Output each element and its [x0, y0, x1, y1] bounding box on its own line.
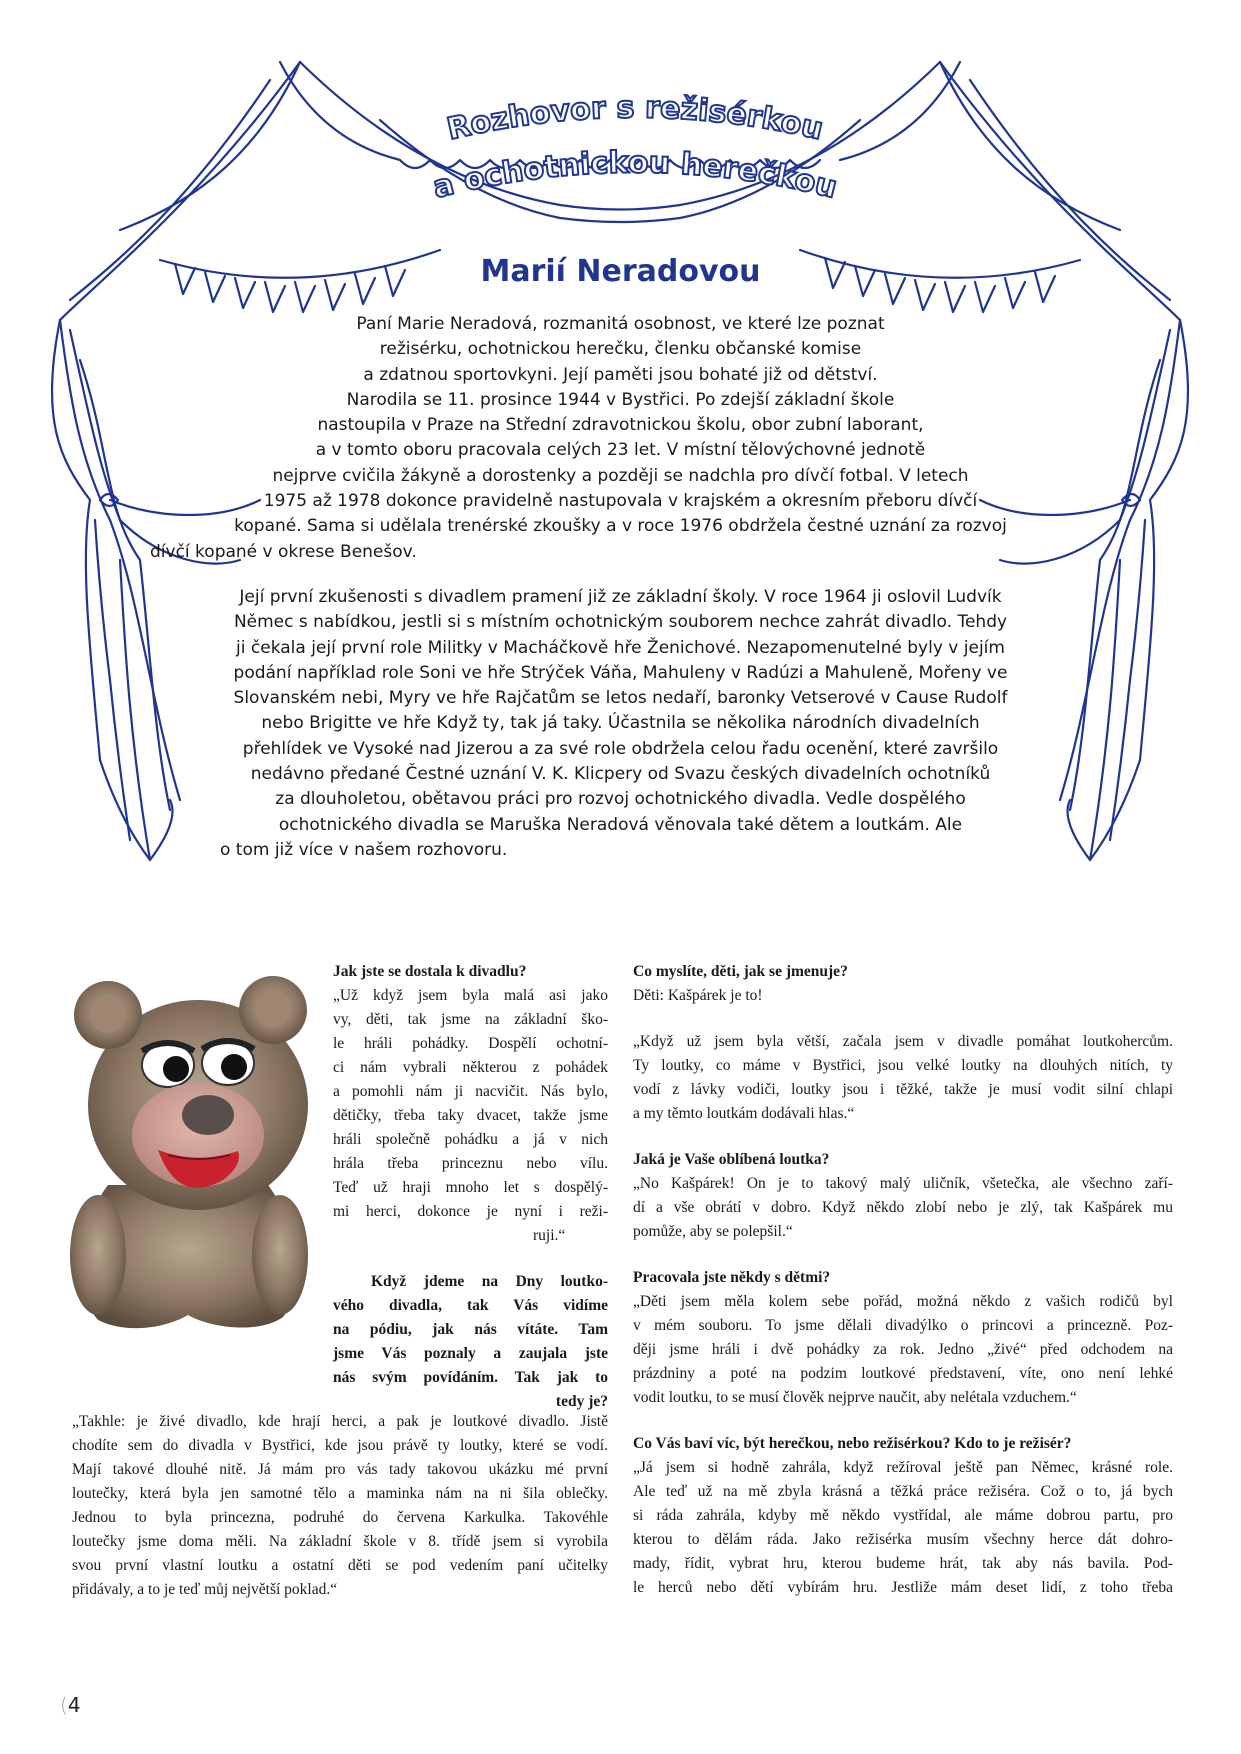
answer-line: přidávaly, a to je teď můj největší poklad.“ [72, 1581, 338, 1598]
page-number [60, 1693, 81, 1717]
intro-line: Paní Marie Neradová, rozmanitá osobnost, ve které lze poznat [356, 314, 885, 334]
intro-line: kopané. Sama si udělala trenérské zkoušky a v roce 1976 obdržela čestné uznání za rozvoj [234, 516, 1007, 537]
svg-text:Rozhovor s režisérkou [444, 90, 826, 147]
intro-line: Její první zkušenosti s divadlem pramení již ze základní školy. V roce 1964 ji oslovil Ludvík [239, 587, 1002, 607]
question: Jaká je Vaše oblíbená loutka? [633, 1151, 830, 1168]
title-line-1: Rozhovor s režisérkou [443, 90, 827, 148]
answer: Děti: Kašpárek je to! [633, 987, 763, 1004]
page-bracket-icon: ( [60, 1693, 68, 1717]
answer-line: vodit loutku, to se musí člověk nejprve naučit, aby nelétala vzduchem.“ [633, 1389, 1077, 1406]
answer-line: pomůže, aby se polepšil.“ [633, 1223, 793, 1240]
question: Pracovala jste někdy s dětmi? [633, 1269, 831, 1286]
answer-line: ci nám vybrali některou z pohádek [333, 1059, 608, 1076]
intro-line: 1975 až 1978 dokonce pravidelně nastupovala v krajském a okresním přeboru dívčí [263, 491, 978, 512]
intro-line: Němec s nabídkou, jestli si s místním ochotnickým souborem nechce zahrát divadlo. Tehdy [233, 612, 1008, 633]
question: Jak jste se dostala k divadlu? [333, 963, 527, 980]
question: Co myslíte, děti, jak se jmenuje? [633, 963, 848, 980]
page-number-value: 4 [67, 1693, 81, 1717]
bear-puppet-photo [58, 955, 318, 1335]
article-title [400, 55, 870, 255]
intro-line: podání například role Soni ve hře Strýček Váňa, Mahuleny v Radúzi a Mahuleně, Mořeny ve [233, 662, 1008, 683]
question-line: Když jdeme na Dny loutko- [371, 1273, 608, 1290]
answer-line: „No Kašpárek! On je to takový malý uličník, všetečka, ale všechno zaří- [633, 1175, 1173, 1192]
answer-line: dětičky, třeba taky dvacet, takže jsme [333, 1107, 608, 1124]
interviewee-name: Marií Neradovou [480, 254, 761, 289]
answer-line: „Já jsem si hodně zahrála, když režíroval ještě pan Němec, krásné role. [633, 1459, 1173, 1476]
intro-line: a v tomto oboru pracovala celých 23 let. V místní tělovýchovné jednotě [315, 440, 926, 461]
intro-line: režisérku, ochotnickou herečku, členku občanské komise [379, 339, 862, 360]
question-line: tedy je? [555, 1393, 608, 1410]
answer-line: chodíte sem do divadla v Bystřici, kde jsou právě ty loutky, které se vodí. [72, 1437, 608, 1454]
answer-line: v mém souboru. To jsme dělali divadýlko o princovi a princezně. Poz- [633, 1317, 1173, 1334]
intro-line: nejprve cvičila žákyně a dorostenky a později se nadchla pro dívčí fotbal. V letech [272, 465, 969, 486]
intro-line: nastoupila v Praze na Střední zdravotnickou školu, obor zubní laborant, [317, 415, 924, 436]
answer-line: mi herci, dokonce je nyní i reži- [333, 1203, 608, 1220]
question-line: jsme Vás poznaly a zaujala jste [333, 1345, 608, 1362]
answer-line: mady, řídit, vybrat hru, kterou budeme hrát, tak aby nás bavila. Pod- [633, 1555, 1173, 1572]
interview-left-column [333, 960, 608, 1414]
intro-paragraph-2 [0, 585, 1241, 863]
answer-line: loutečky jsme doma měli. Na základní škole v 8. třídě jsem si vyrobila [72, 1533, 608, 1550]
answer-line: le hráli pohádky. Dospělí ochotní- [333, 1035, 608, 1052]
answer-line: vy, děti, tak jsme na základní ško- [333, 1011, 608, 1028]
answer-line: Ty loutky, co máme v Bystřici, jsou velké loutky na dlouhých nitích, ty [633, 1057, 1173, 1074]
intro-paragraph-1 [0, 312, 1241, 565]
intro-line: přehlídek ve Vysoké nad Jizerou a za své role obdržela celou řadu ocenění, které završilo [242, 738, 999, 759]
interview-left-column-wide [72, 1410, 608, 1602]
answer-line: dí a vše obrátí v dobro. Když někdo zlobí nebo je zlý, tak Kašpárek mu [633, 1199, 1173, 1216]
answer-line: „Takhle: je živé divadlo, kde hrají herci, a pak je loutkové divadlo. Jistě [72, 1413, 608, 1430]
answer-line: Jednou to byla princezna, podruhé do červena Karkulka. Takovéhle [72, 1509, 608, 1526]
answer-line: „Děti jsem měla kolem sebe pořád, možná někdo z vašich rodičů byl [633, 1293, 1173, 1310]
intro-line: dívčí kopané v okrese Benešov. [150, 541, 417, 562]
question-line: na pódiu, jak nás vítáte. Tam [333, 1321, 608, 1338]
answer-line: kterou to dělám ráda. Jako režisérka musím všechny herce dát dohro- [633, 1531, 1173, 1548]
answer-line: Teď už hraji mnoho let s dospělý- [333, 1179, 608, 1196]
answer-line: svou první vlastní loutku a ostatní děti se pod vedením paní učitelky [72, 1557, 608, 1574]
answer-line: le herců nebo dětí vybírám hru. Jestliže mám deset lidí, z toho třeba [633, 1579, 1173, 1596]
answer-line: a my těmto loutkám dodávali hlas.“ [633, 1105, 855, 1122]
title-line-2: a ochotnickou herečkou [429, 145, 841, 206]
intro-line: ji čekala její první role Militky v Macháčkově hře Ženichové. Nezapomenutelné byly v jejím [236, 637, 1005, 658]
interview-right-column [633, 960, 1173, 1600]
answer-line: hráli společně pohádku a já v nich [333, 1131, 608, 1148]
answer-line: ruji.“ [533, 1227, 566, 1244]
answer-line: vodí z lávky vodiči, loutky jsou i těžké, takže je musí vodit silní chlapi [633, 1081, 1173, 1098]
answer-line: ději jsme hráli i dvě pohádky za rok. Jedno „živé“ před odchodem na [633, 1341, 1173, 1358]
answer-line: Mají takové dlouhé nitě. Já mám pro vás tady takovou ukázku mé první [72, 1461, 608, 1478]
question-line: vého divadla, tak Vás vidíme [333, 1297, 608, 1314]
intro-line: Slovanském nebi, Myry ve hře Rajčatům se letos nedaří, baronky Vetserové v Cause Rudolf [233, 688, 1008, 709]
intro-line: a zdatnou sportovkyni. Její paměti jsou bohaté již od dětství. [363, 364, 878, 385]
answer-line: „Už když jsem byla malá asi jako [333, 987, 608, 1004]
answer-line: hrála třeba princeznu nebo vílu. [333, 1155, 608, 1172]
intro-line: o tom již více v našem rozhovoru. [220, 839, 508, 860]
answer-line: prázdniny a poté na podzim loutkové představení, víte, ono není lehké [633, 1365, 1173, 1382]
question: Co Vás baví víc, být herečkou, nebo režisérkou? Kdo to je režisér? [633, 1435, 1072, 1452]
answer-line: a pomohli nám ji nacvičit. Nás bylo, [333, 1083, 608, 1100]
answer-line: loutečky, která byla jen samotné tělo a maminka nám na ni šila oblečky. [72, 1485, 608, 1502]
svg-text:a ochotnickou herečkou [430, 145, 841, 205]
answer-line: „Když už jsem byla větší, začala jsem v divadle pomáhat loutkohercům. [633, 1033, 1173, 1050]
intro-line: nedávno předané Čestné uznání V. K. Klicpery od Svazu českých divadelních ochotníků [250, 764, 991, 785]
question-line: nás svým povídáním. Tak jak to [333, 1369, 608, 1386]
intro-line: Narodila se 11. prosince 1944 v Bystřici. Po zdejší základní škole [346, 389, 895, 410]
intro-line: ochotnického divadla se Maruška Neradová věnovala také dětem a loutkám. Ale [278, 814, 963, 835]
answer-line: Ale teď už na mě zbyla krásná a těžká práce režiséra. Což o to, já bych [633, 1483, 1173, 1500]
intro-line: nebo Brigitte ve hře Když ty, tak já taky. Účastnila se několika národních divadelních [261, 713, 980, 734]
answer-line: si ráda zahrála, kdyby mě někdo vystřídal, ale máme dobrou partu, pro [633, 1507, 1173, 1524]
intro-line: za dlouholetou, obětavou práci pro rozvoj ochotnického divadla. Vedle dospělého [275, 789, 966, 810]
